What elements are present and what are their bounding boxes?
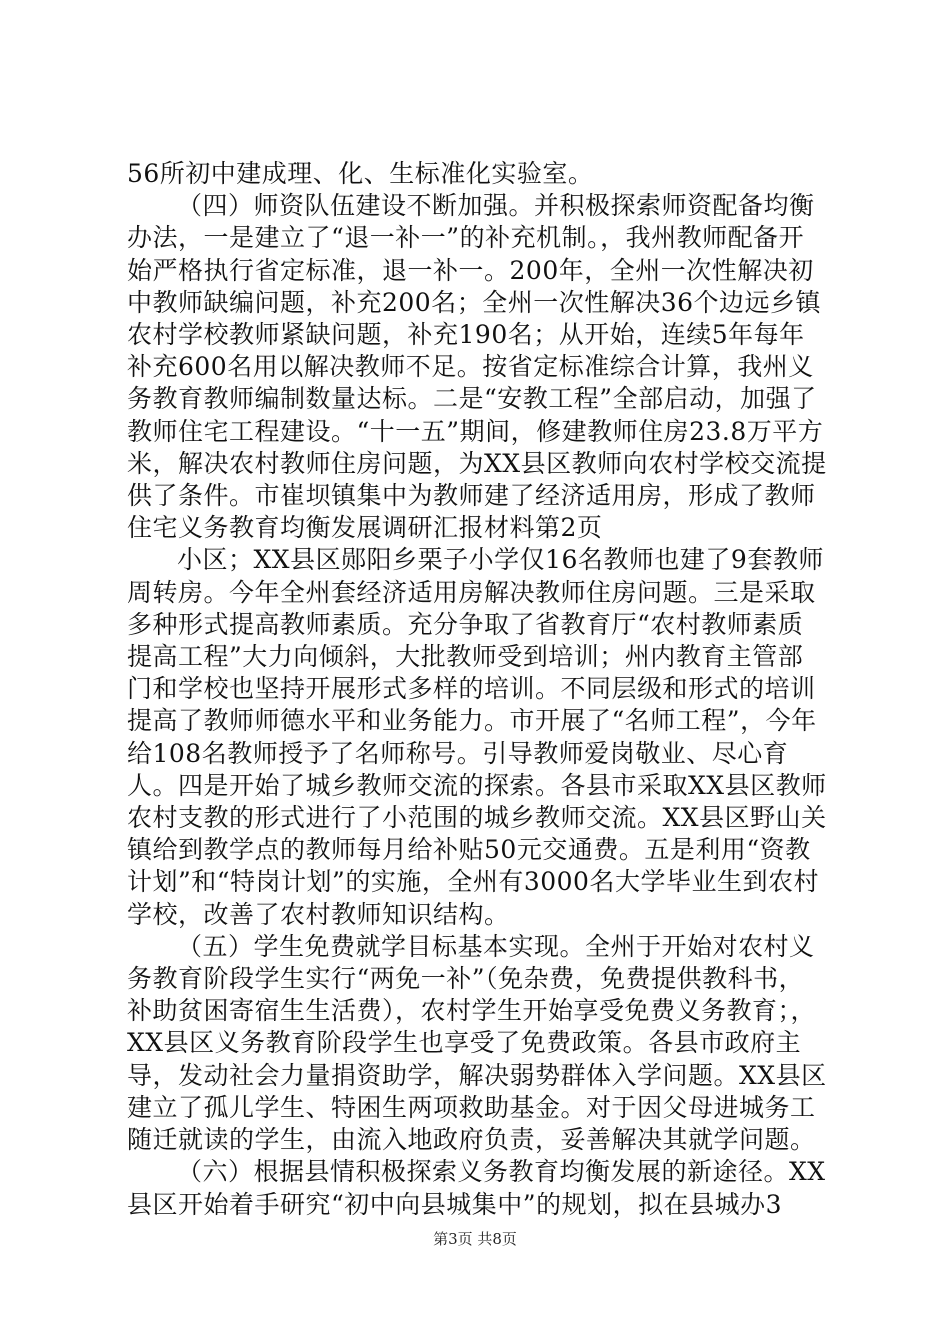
paragraph-section-four-continued: 小区；XX县区郧阳乡栗子小学仅16名教师也建了9套教师周转房。今年全州套经济适用房解决教师住房问题。三是采取多种形式提高教师素质。充分争取了省教育厅“农村教师素质提高工程”大力向倾斜，大批教师受到培训；州内教育主管部门和学校也坚持开展形式多样的培训。不同层级和形式的培训提高了教师师德水平和业务能力。市开展了“名师工程”，今年给108名教师授予了名师称号。引导教师爱岗敬业、尽心育人。四是开始了城乡教师交流的探索。各县市采取XX县区教师农村支教的形式进行了小范围的城乡教师交流。XX县区野山关镇给到教学点的教师每月给补贴50元交通费。五是利用“资教计划”和“特岗计划”的实施，全州有3000名大学毕业生到农村学校，改善了农村教师知识结构。: [127, 545, 827, 929]
page-footer: 第3页 共8页: [433, 1230, 517, 1248]
paragraph-section-five: （五）学生免费就学目标基本实现。全州于开始对农村义务教育阶段学生实行“两免一补”（免杂费，免费提供教科书，补助贫困寄宿生生活费），农村学生开始享受免费义务教育；，XX县区义务教育阶段学生也享受了免费政策。各县市政府主导，发动社会力量捐资助学，解决弱势群体入学问题。XX县区建立了孤儿学生、特困生两项救助基金。对于因父母进城务工随迁就读的学生，由流入地政府负责，妥善解决其就学问题。: [127, 931, 827, 1155]
paragraph-section-six: （六）根据县情积极探索义务教育均衡发展的新途径。XX县区开始着手研究“初中向县城集中”的规划，拟在县城办3: [127, 1157, 826, 1219]
paragraph-section-four: （四）师资队伍建设不断加强。并积极探索师资配备均衡办法，一是建立了“退一补一”的补充机制。，我州教师配备开始严格执行省定标准，退一补一。200年，全州一次性解决初中教师缺编问题，补充200名；全州一次性解决36个边远乡镇农村学校教师紧缺问题，补充190名；从开始，连续5年每年补充600名用以解决教师不足。按省定标准综合计算，我州义务教育教师编制数量达标。二是“安教工程”全部启动，加强了教师住宅工程建设。“十一五”期间，修建教师住房23.8万平方米，解决农村教师住房问题，为XX县区教师向农村学校交流提供了条件。市崔坝镇集中为教师建了经济适用房，形成了教师住宅义务教育均衡发展调研汇报材料第2页: [127, 191, 827, 543]
document-body: [127, 158, 827, 1221]
paragraph-continued: 56所初中建成理、化、生标准化实验室。: [127, 159, 594, 188]
